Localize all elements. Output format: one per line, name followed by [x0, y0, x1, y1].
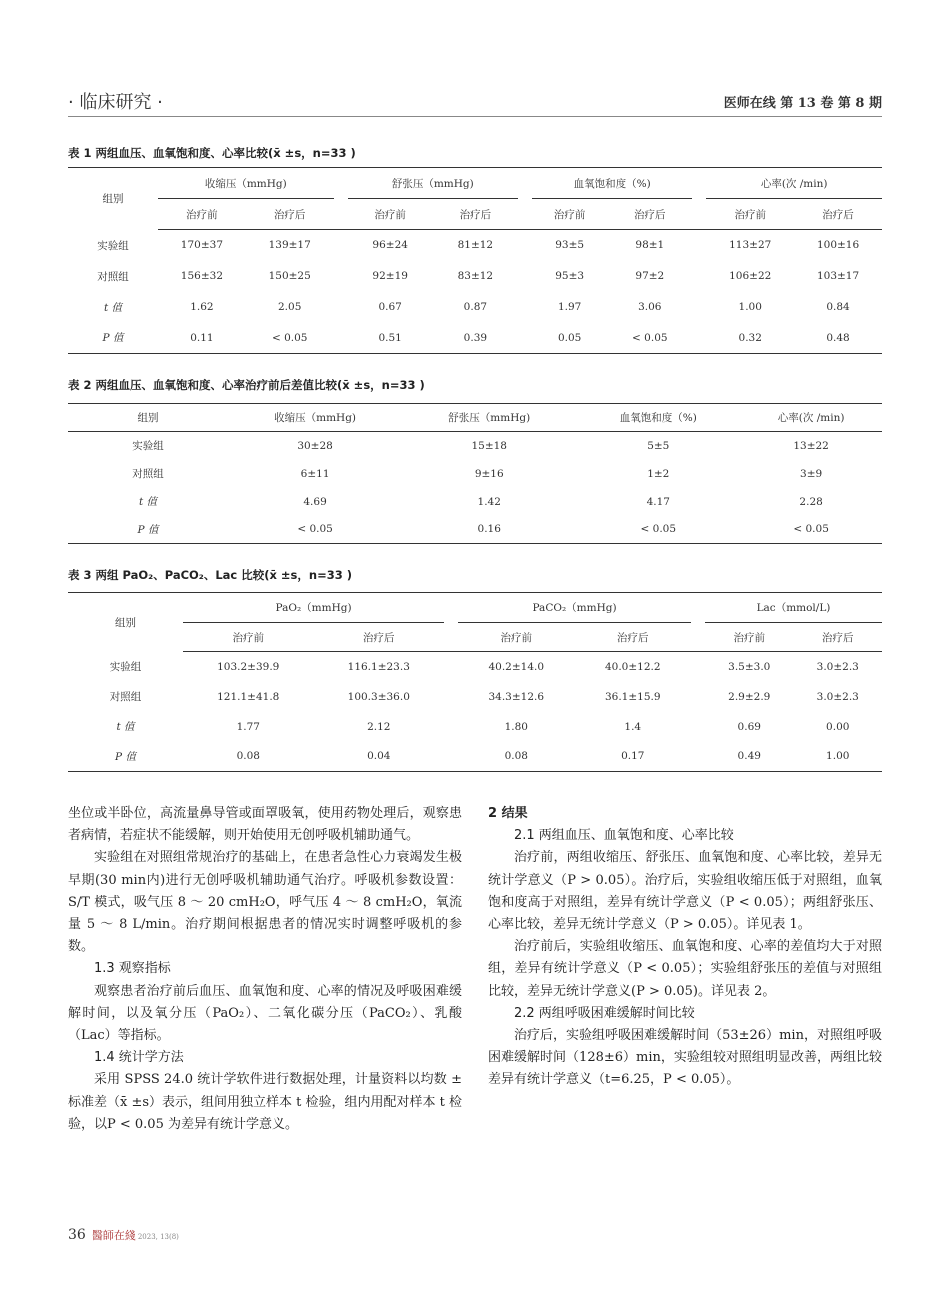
- table-cell: 34.3±12.6: [488, 690, 545, 703]
- paragraph: 治疗前后，实验组收缩压、血氧饱和度、心率的差值均大于对照组，差异有统计学意义（P < 0.05）；实验组舒张压的差值与对照组比较，差异无统计学意义(P > 0.05)。详见表 2。: [488, 939, 882, 999]
- table-cell: 103±17: [816, 270, 860, 282]
- table-cell: < 0.05: [607, 323, 692, 354]
- table-cell: 0.17: [575, 742, 691, 772]
- table3: [68, 592, 882, 772]
- table-row: [68, 712, 882, 742]
- page-header: [68, 82, 882, 117]
- table-row: [68, 516, 882, 544]
- table1-group-header: 组别: [68, 168, 158, 230]
- table1-before-header: 治疗前: [158, 199, 246, 230]
- row-label: P 值: [68, 516, 228, 544]
- table3-metric-header: PaO₂（mmHg): [183, 593, 444, 623]
- section-heading-2-1: 2.1 两组血压、血氧饱和度、心率比较: [514, 828, 734, 844]
- table3-after-header: 治疗后: [575, 623, 691, 652]
- table-cell: 3.06: [638, 301, 662, 313]
- table-cell: 3±9: [800, 467, 823, 480]
- section-heading-2: 2 结果: [488, 806, 528, 821]
- table-row: [68, 432, 882, 460]
- table-cell: 4.17: [646, 495, 670, 508]
- table-cell: 1.00: [738, 301, 762, 313]
- table-cell: 0.08: [458, 742, 574, 772]
- table1-metric-header: 收缩压（mmHg): [158, 168, 334, 199]
- table-cell: 81±12: [457, 239, 494, 252]
- row-label: t 值: [138, 496, 158, 508]
- row-label: P 值: [68, 323, 158, 354]
- table-cell: 2.12: [367, 720, 391, 733]
- table-cell: 15±18: [471, 439, 507, 452]
- table-cell: 1.00: [793, 742, 882, 772]
- table-cell: 95±3: [555, 270, 585, 282]
- table-cell: 13±22: [793, 439, 829, 452]
- section-title: · 临床研究 ·: [68, 92, 163, 113]
- table1: [68, 167, 882, 354]
- table-cell: 100.3±36.0: [347, 690, 410, 703]
- table-row: [68, 682, 882, 712]
- row-label: 实验组: [109, 661, 142, 673]
- table-row: [68, 323, 882, 354]
- table-cell: < 0.05: [246, 323, 334, 354]
- table-cell: 1.77: [236, 720, 260, 733]
- paragraph: 实验组在对照组常规治疗的基础上，在患者急性心力衰竭发生极早期(30 min内)进行无创呼吸机辅助通气治疗。呼吸机参数设置：S/T 模式，吸气压 8 ～ 20 cmH₂O，呼气压 4 ～ 8 cmH₂O，氧流量 5 ～ 8 L/min。治疗期间根据患者的情况实时调整呼吸机的参数。: [68, 850, 462, 955]
- table-cell: 0.04: [314, 742, 445, 772]
- table-cell: 116.1±23.3: [347, 660, 410, 673]
- table3-caption: 表 3 两组 PaO₂、PaCO₂、Lac 比较(x̄ ±s，n=33 ): [68, 568, 352, 582]
- table-cell: 92±19: [372, 270, 408, 282]
- table-row: [68, 230, 882, 261]
- table2-header: 收缩压（mmHg): [228, 404, 402, 432]
- table1-before-header: 治疗前: [532, 199, 607, 230]
- right-column: [488, 803, 882, 1092]
- table-row: [68, 292, 882, 323]
- table1-before-header: 治疗前: [706, 199, 794, 230]
- table-cell: < 0.05: [576, 516, 740, 544]
- table-cell: 0.48: [794, 323, 882, 354]
- page-footer: [68, 1227, 179, 1243]
- row-label: t 值: [103, 301, 123, 314]
- table2-caption: 表 2 两组血压、血氧饱和度、心率治疗前后差值比较(x̄ ±s，n=33 ): [68, 378, 425, 392]
- table1-after-header: 治疗后: [433, 199, 518, 230]
- table3-before-header: 治疗前: [705, 623, 793, 652]
- table-cell: 1.4: [624, 720, 642, 733]
- table-cell: 96±24: [372, 239, 408, 252]
- table-cell: 30±28: [297, 439, 333, 452]
- table3-before-header: 治疗前: [458, 623, 574, 652]
- table2: [68, 403, 882, 544]
- row-label: 对照组: [109, 691, 142, 703]
- table3-metric-header: PaCO₂（mmHg): [458, 593, 691, 623]
- table-row: [68, 652, 882, 682]
- table-cell: 0.69: [737, 720, 761, 733]
- table-row: [68, 488, 882, 516]
- table-cell: < 0.05: [228, 516, 402, 544]
- table-cell: 1.42: [477, 495, 501, 508]
- table-cell: 1.62: [190, 301, 214, 313]
- table-cell: 83±12: [457, 270, 494, 282]
- paragraph: 坐位或半卧位，高流量鼻导管或面罩吸氧，使用药物处理后，观察患者病情，若症状不能缓解，则开始使用无创呼吸机辅助通气。: [68, 806, 462, 844]
- table-cell: 93±5: [555, 239, 585, 252]
- journal-info: 医师在线 第 13 卷 第 8 期: [723, 96, 882, 111]
- table-cell: 2.05: [278, 301, 302, 313]
- table-cell: 0.11: [158, 323, 246, 354]
- table-cell: 6±11: [300, 467, 330, 480]
- table1-metric-header: 舒张压（mmHg): [348, 168, 518, 199]
- table-cell: 97±2: [635, 270, 665, 282]
- paragraph: 治疗前，两组收缩压、舒张压、血氧饱和度、心率比较，差异无统计学意义（P > 0.05）。治疗后，实验组收缩压低于对照组，血氧饱和度高于对照组，差异有统计学意义（P < 0.05）；两组舒张压、心率比较，差异无统计学意义（P > 0.05）。详见表 1。: [488, 850, 882, 933]
- table2-header: 舒张压（mmHg): [402, 404, 576, 432]
- row-label: 对照组: [132, 468, 164, 480]
- table-cell: 98±1: [635, 239, 665, 252]
- issue-info: 2023, 13(8): [137, 1233, 179, 1241]
- paragraph: 观察患者治疗前后血压、血氧饱和度、心率的情况及呼吸困难缓解时间，以及氧分压（PaO₂）、二氧化碳分压（PaCO₂）、乳酸（Lac）等指标。: [68, 983, 462, 1044]
- table1-after-header: 治疗后: [246, 199, 334, 230]
- left-column: [68, 803, 462, 1136]
- table-cell: 3.0±2.3: [816, 660, 859, 673]
- table2-header: 血氧饱和度（%): [576, 404, 740, 432]
- section-heading-2-2: 2.2 两组呼吸困难缓解时间比较: [514, 1005, 695, 1021]
- table-cell: 1.80: [504, 720, 528, 733]
- table-cell: 0.32: [706, 323, 794, 354]
- table-cell: 103.2±39.9: [217, 660, 280, 673]
- table2-header: 心率(次 /min): [740, 404, 882, 432]
- table3-group-header: 组别: [68, 593, 183, 652]
- table-cell: 3.0±2.3: [816, 690, 859, 703]
- table1-after-header: 治疗后: [794, 199, 882, 230]
- table-cell: 170±37: [180, 239, 223, 252]
- row-label: P 值: [68, 742, 183, 772]
- table-cell: 0.00: [826, 720, 850, 733]
- row-label: 对照组: [97, 270, 129, 283]
- table-cell: 106±22: [729, 270, 772, 282]
- row-label: t 值: [116, 721, 135, 733]
- paragraph: 治疗后，实验组呼吸困难缓解时间（53±26）min，对照组呼吸困难缓解时间（128±6）min，实验组较对照组明显改善，两组比较差异有统计学意义（t=6.25，P < 0.05）。: [488, 1028, 882, 1088]
- table1-metric-header: 心率(次 /min): [706, 168, 882, 199]
- table-cell: 1±2: [647, 467, 670, 480]
- paragraph: 采用 SPSS 24.0 统计学软件进行数据处理，计量资料以均数 ± 标准差（x̄ ±s）表示，组间用独立样本 t 检验，组内用配对样本 t 检验，以P < 0.05 为差异有统计学意义。: [68, 1072, 463, 1132]
- row-label: 实验组: [97, 239, 129, 252]
- table-cell: 9±16: [474, 467, 504, 480]
- table-cell: 2.9±2.9: [728, 690, 771, 703]
- table-cell: 40.2±14.0: [488, 660, 545, 673]
- table-row: [68, 460, 882, 488]
- table-cell: 156±32: [180, 270, 223, 282]
- table-cell: 0.39: [433, 323, 518, 354]
- table-cell: 0.51: [348, 323, 433, 354]
- table-cell: 2.28: [799, 495, 823, 508]
- table1-before-header: 治疗前: [348, 199, 433, 230]
- table-row: [68, 261, 882, 292]
- table-cell: < 0.05: [740, 516, 882, 544]
- table-cell: 139±17: [268, 239, 311, 252]
- table-cell: 1.97: [557, 301, 582, 313]
- table-cell: 0.05: [532, 323, 607, 354]
- table-cell: 100±16: [816, 239, 860, 252]
- table-cell: 150±25: [268, 270, 311, 282]
- table-cell: 0.87: [463, 301, 488, 313]
- row-label: 实验组: [132, 440, 164, 453]
- table3-metric-header: Lac（mmol/L): [705, 593, 882, 623]
- page-number: 36: [68, 1227, 86, 1243]
- table3-after-header: 治疗后: [314, 623, 445, 652]
- table-cell: 121.1±41.8: [217, 690, 280, 703]
- table-cell: 0.49: [705, 742, 793, 772]
- table-row: [68, 742, 882, 772]
- table1-caption: 表 1 两组血压、血氧饱和度、心率比较(x̄ ±s，n=33 ): [68, 146, 356, 160]
- table-cell: 0.08: [183, 742, 314, 772]
- table-cell: 113±27: [729, 239, 772, 252]
- section-heading-1-4: 1.4 统计学方法: [94, 1050, 184, 1066]
- table-cell: 0.16: [402, 516, 576, 544]
- table-cell: 3.5±3.0: [728, 660, 771, 673]
- table1-metric-header: 血氧饱和度（%): [532, 168, 692, 199]
- table-cell: 0.84: [826, 301, 850, 313]
- journal-logo: 醫師在綫: [91, 1229, 136, 1242]
- table-cell: 0.67: [378, 301, 402, 313]
- table3-after-header: 治疗后: [793, 623, 882, 652]
- table-cell: 5±5: [647, 439, 670, 452]
- table1-after-header: 治疗后: [607, 199, 692, 230]
- table-cell: 40.0±12.2: [604, 660, 661, 673]
- table2-header: 组别: [68, 404, 228, 432]
- table3-before-header: 治疗前: [183, 623, 314, 652]
- table-cell: 36.1±15.9: [604, 690, 661, 703]
- table-cell: 4.69: [303, 495, 327, 508]
- section-heading-1-3: 1.3 观察指标: [94, 961, 171, 977]
